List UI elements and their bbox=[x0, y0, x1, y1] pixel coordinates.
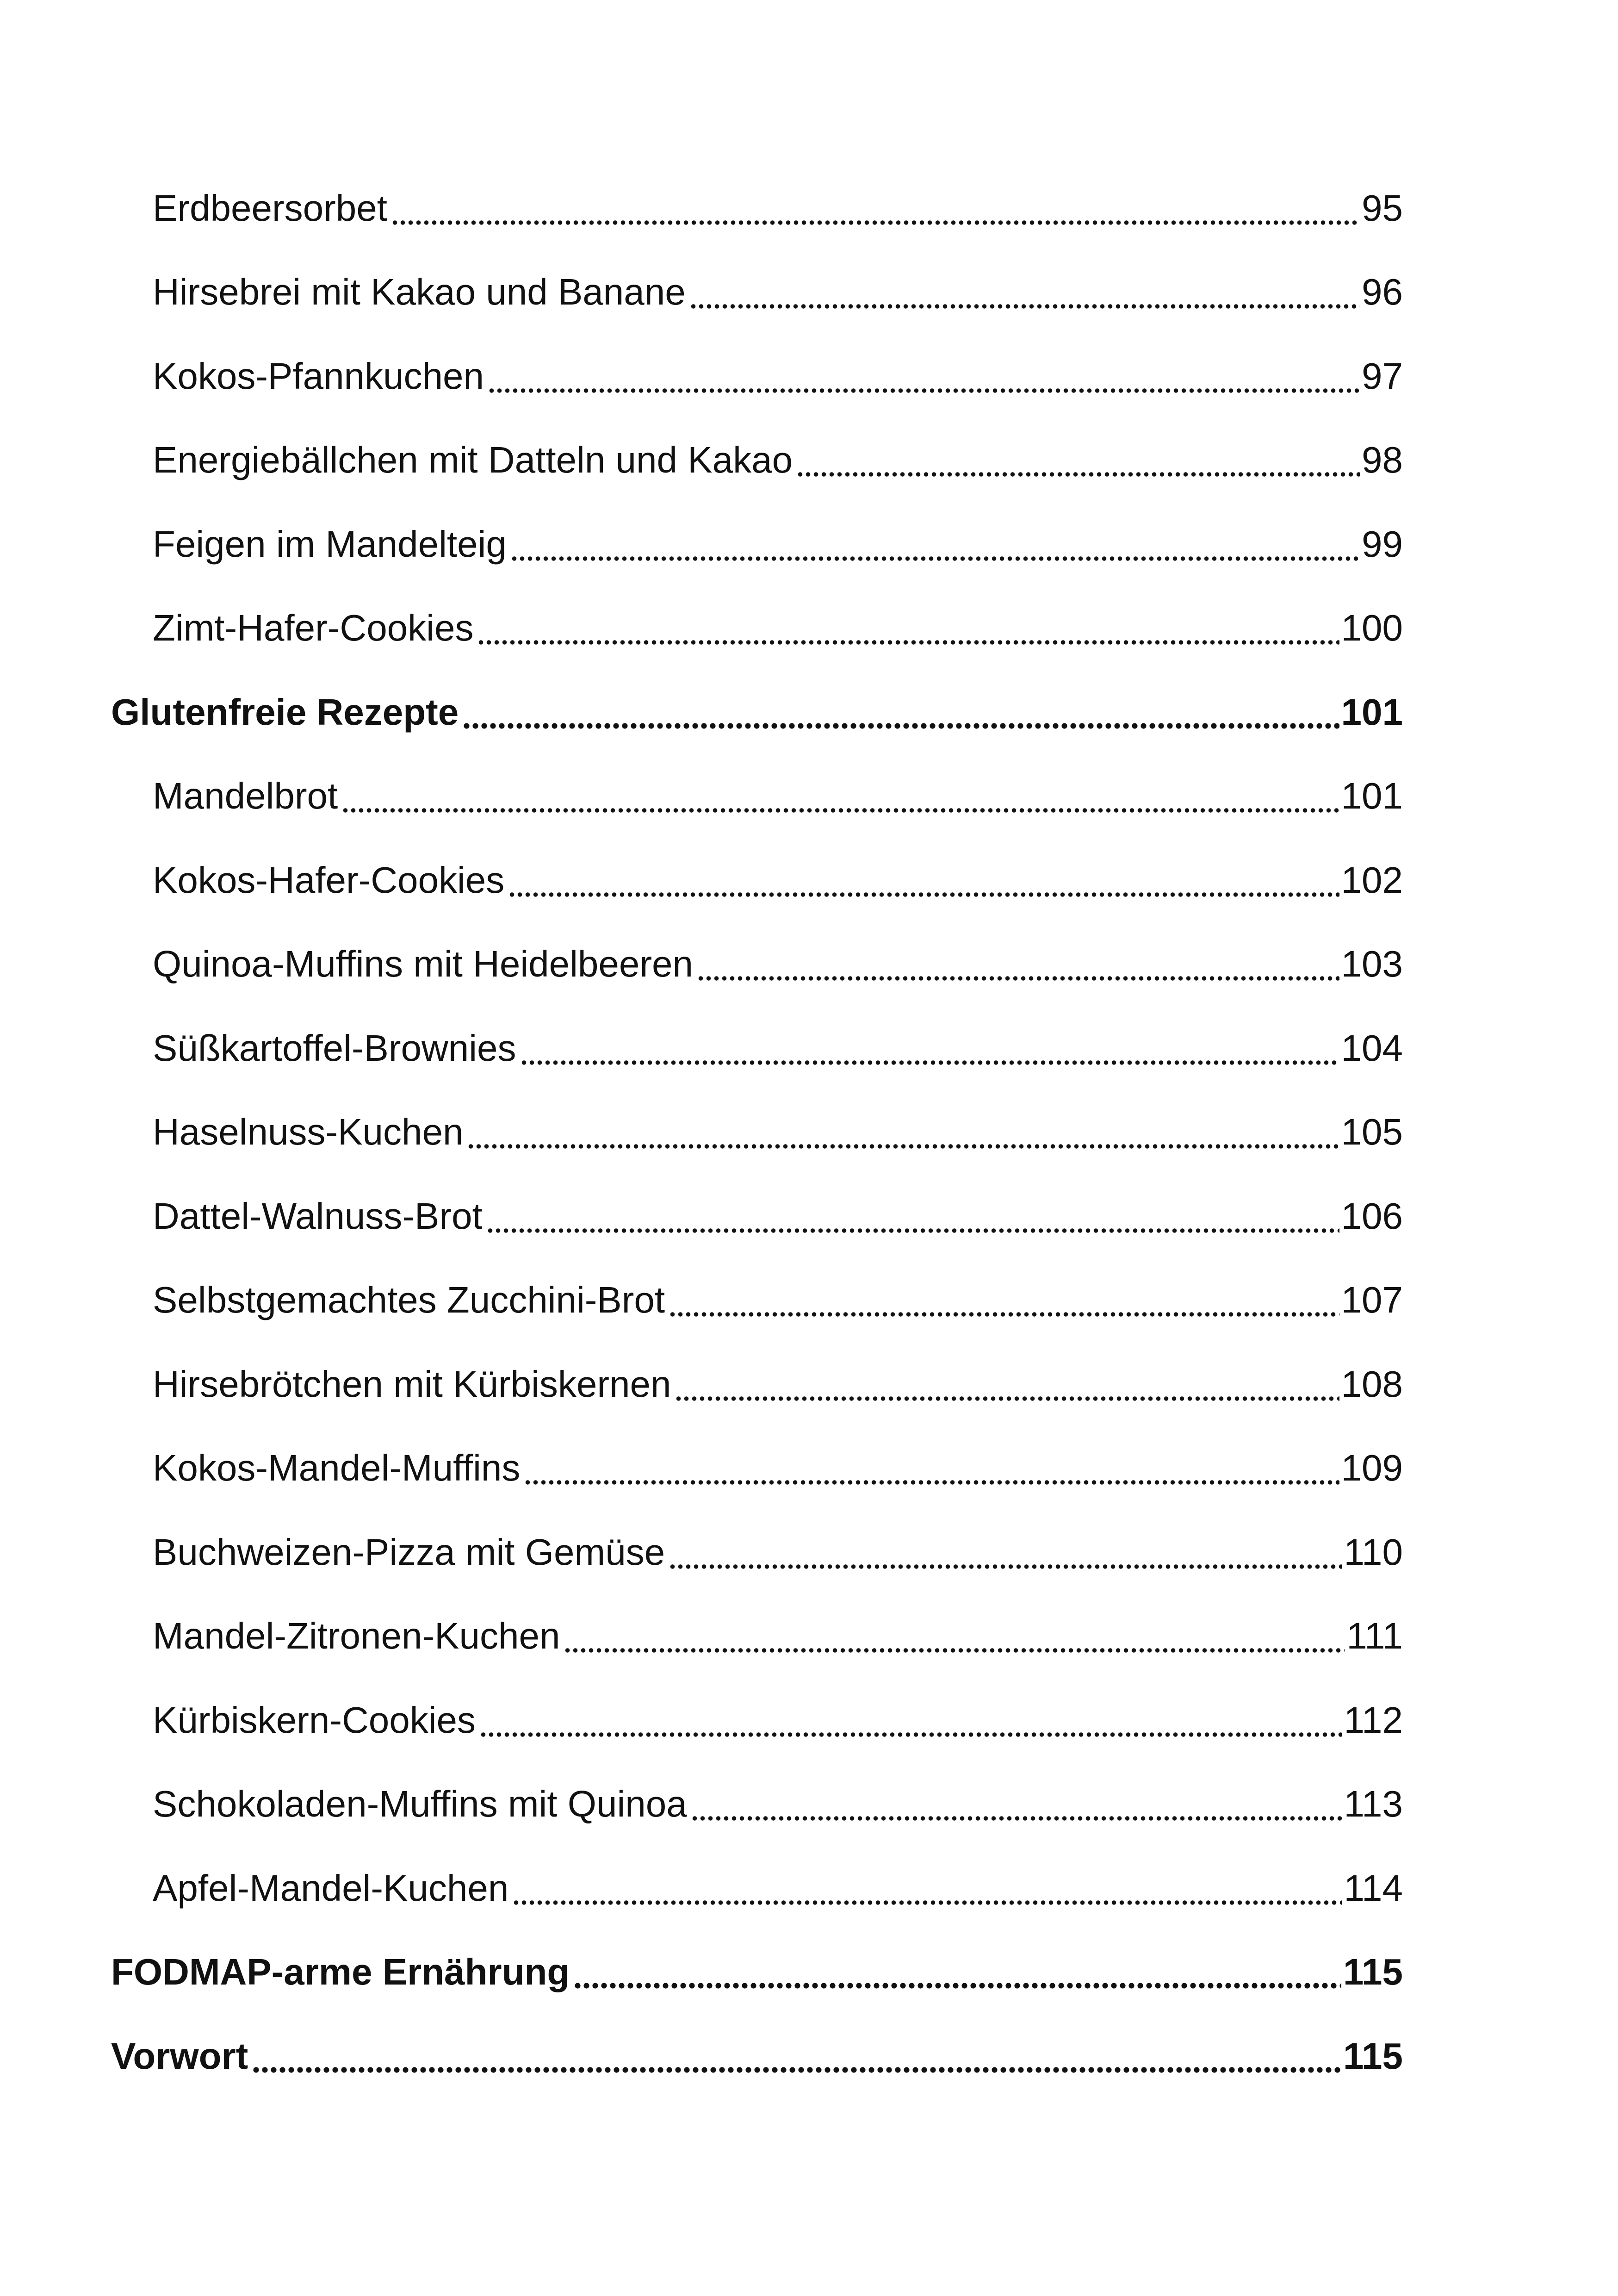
toc-entry-title: Energiebällchen mit Datteln und Kakao bbox=[153, 439, 793, 480]
toc-entry-title: Schokoladen-Muffins mit Quinoa bbox=[153, 1783, 687, 1824]
toc-entry[interactable] bbox=[153, 750, 1403, 815]
toc-entry-title: Haselnuss-Kuchen bbox=[153, 1111, 464, 1152]
toc-entry-page: 109 bbox=[1341, 1447, 1403, 1488]
toc-dot-leader bbox=[462, 701, 1339, 729]
toc-entry[interactable] bbox=[153, 414, 1403, 479]
toc-entry-title: Dattel-Walnuss-Brot bbox=[153, 1195, 483, 1237]
toc-entry-page: 101 bbox=[1341, 775, 1403, 816]
toc-entry-page: 98 bbox=[1362, 439, 1403, 480]
toc-dot-leader bbox=[510, 533, 1360, 561]
toc-entry-page: 97 bbox=[1362, 355, 1403, 397]
toc-entry[interactable] bbox=[153, 582, 1403, 647]
toc-chapter-title: Vorwort bbox=[111, 2035, 248, 2077]
toc-chapter-page: 101 bbox=[1341, 691, 1403, 733]
toc-entry[interactable] bbox=[153, 246, 1403, 311]
toc-entry-title: Kokos-Hafer-Cookies bbox=[153, 859, 505, 901]
toc-entry-page: 108 bbox=[1341, 1363, 1403, 1405]
toc-chapter-title: Glutenfreie Rezepte bbox=[111, 691, 459, 733]
toc-dot-leader bbox=[488, 365, 1360, 393]
toc-chapter-page: 115 bbox=[1343, 2035, 1403, 2077]
toc-entry-title: Erdbeersorbet bbox=[153, 187, 387, 229]
toc-dot-leader bbox=[675, 1373, 1339, 1401]
toc-dot-leader bbox=[467, 1121, 1339, 1149]
toc-dot-leader bbox=[479, 1709, 1342, 1737]
toc-entry-title: Hirsebrei mit Kakao und Banane bbox=[153, 271, 686, 312]
toc-dot-leader bbox=[341, 785, 1339, 813]
toc-entry[interactable] bbox=[153, 1674, 1403, 1739]
toc-dot-leader bbox=[512, 1877, 1342, 1905]
toc-entry[interactable] bbox=[153, 498, 1403, 563]
toc-entry-page: 104 bbox=[1341, 1027, 1403, 1069]
toc-entry[interactable] bbox=[153, 1338, 1403, 1403]
toc-entry-title: Mandel-Zitronen-Kuchen bbox=[153, 1615, 560, 1656]
toc-dot-leader bbox=[520, 1037, 1339, 1065]
toc-entry-page: 110 bbox=[1344, 1531, 1403, 1573]
toc-entry[interactable] bbox=[153, 1506, 1403, 1571]
toc-entry-page: 96 bbox=[1362, 271, 1403, 312]
toc-entry-page: 102 bbox=[1341, 859, 1403, 901]
toc-entry[interactable] bbox=[153, 1758, 1403, 1823]
toc-entry[interactable] bbox=[153, 1254, 1403, 1319]
toc-entry-title: Buchweizen-Pizza mit Gemüse bbox=[153, 1531, 665, 1573]
toc-chapter-entry[interactable] bbox=[111, 1926, 1403, 1991]
toc-entry-page: 107 bbox=[1341, 1279, 1403, 1320]
toc-entry-title: Apfel-Mandel-Kuchen bbox=[153, 1867, 509, 1909]
toc-entry-page: 111 bbox=[1346, 1615, 1403, 1656]
toc-dot-leader bbox=[573, 1961, 1341, 1989]
toc-entry[interactable] bbox=[153, 1170, 1403, 1235]
toc-entry-title: Kürbiskern-Cookies bbox=[153, 1699, 476, 1741]
toc-entry-title: Süßkartoffel-Brownies bbox=[153, 1027, 516, 1069]
toc-dot-leader bbox=[486, 1205, 1339, 1233]
toc-dot-leader bbox=[691, 1793, 1342, 1821]
toc-entry-title: Mandelbrot bbox=[153, 775, 338, 816]
toc-entry-page: 99 bbox=[1362, 523, 1403, 565]
toc-entry-title: Hirsebrötchen mit Kürbiskernen bbox=[153, 1363, 671, 1405]
toc-entry-title: Selbstgemachtes Zucchini-Brot bbox=[153, 1279, 665, 1320]
toc-dot-leader bbox=[524, 1457, 1339, 1485]
toc-dot-leader bbox=[252, 2045, 1341, 2073]
toc-entry[interactable] bbox=[153, 1002, 1403, 1067]
toc-dot-leader bbox=[564, 1625, 1345, 1653]
toc-entry[interactable] bbox=[153, 330, 1403, 395]
toc-entry-page: 113 bbox=[1344, 1783, 1403, 1824]
toc-entry-title: Kokos-Pfannkuchen bbox=[153, 355, 484, 397]
toc-chapter-title: FODMAP-arme Ernährung bbox=[111, 1951, 570, 1992]
toc-dot-leader bbox=[697, 953, 1339, 981]
toc-entry[interactable] bbox=[153, 918, 1403, 983]
toc-entry[interactable] bbox=[153, 1086, 1403, 1151]
toc-dot-leader bbox=[796, 449, 1360, 477]
toc-entry-page: 105 bbox=[1341, 1111, 1403, 1152]
toc-entry[interactable] bbox=[153, 1422, 1403, 1487]
toc-dot-leader bbox=[669, 1289, 1339, 1317]
toc-entry-title: Kokos-Mandel-Muffins bbox=[153, 1447, 521, 1488]
toc-chapter-page: 115 bbox=[1343, 1951, 1403, 1992]
toc-entry-page: 114 bbox=[1344, 1867, 1403, 1909]
toc-entry-page: 103 bbox=[1341, 943, 1403, 984]
toc-dot-leader bbox=[391, 197, 1360, 225]
toc-entry-title: Zimt-Hafer-Cookies bbox=[153, 607, 474, 648]
toc-entry[interactable] bbox=[153, 1590, 1403, 1655]
toc-chapter-entry[interactable] bbox=[111, 666, 1403, 731]
toc-entry-page: 112 bbox=[1344, 1699, 1403, 1741]
toc-entry-page: 100 bbox=[1341, 607, 1403, 648]
toc-entry-title: Quinoa-Muffins mit Heidelbeeren bbox=[153, 943, 694, 984]
toc-entry-title: Feigen im Mandelteig bbox=[153, 523, 507, 565]
toc-entry-page: 95 bbox=[1362, 187, 1403, 229]
toc-dot-leader bbox=[477, 617, 1339, 645]
toc-dot-leader bbox=[669, 1541, 1342, 1569]
toc-entry[interactable] bbox=[153, 1842, 1403, 1907]
toc-entry[interactable] bbox=[153, 834, 1403, 899]
toc-entry[interactable] bbox=[153, 162, 1403, 227]
toc-chapter-entry[interactable] bbox=[111, 2010, 1403, 2075]
toc-dot-leader bbox=[508, 869, 1339, 897]
toc-entry-page: 106 bbox=[1341, 1195, 1403, 1237]
toc-dot-leader bbox=[689, 281, 1360, 309]
